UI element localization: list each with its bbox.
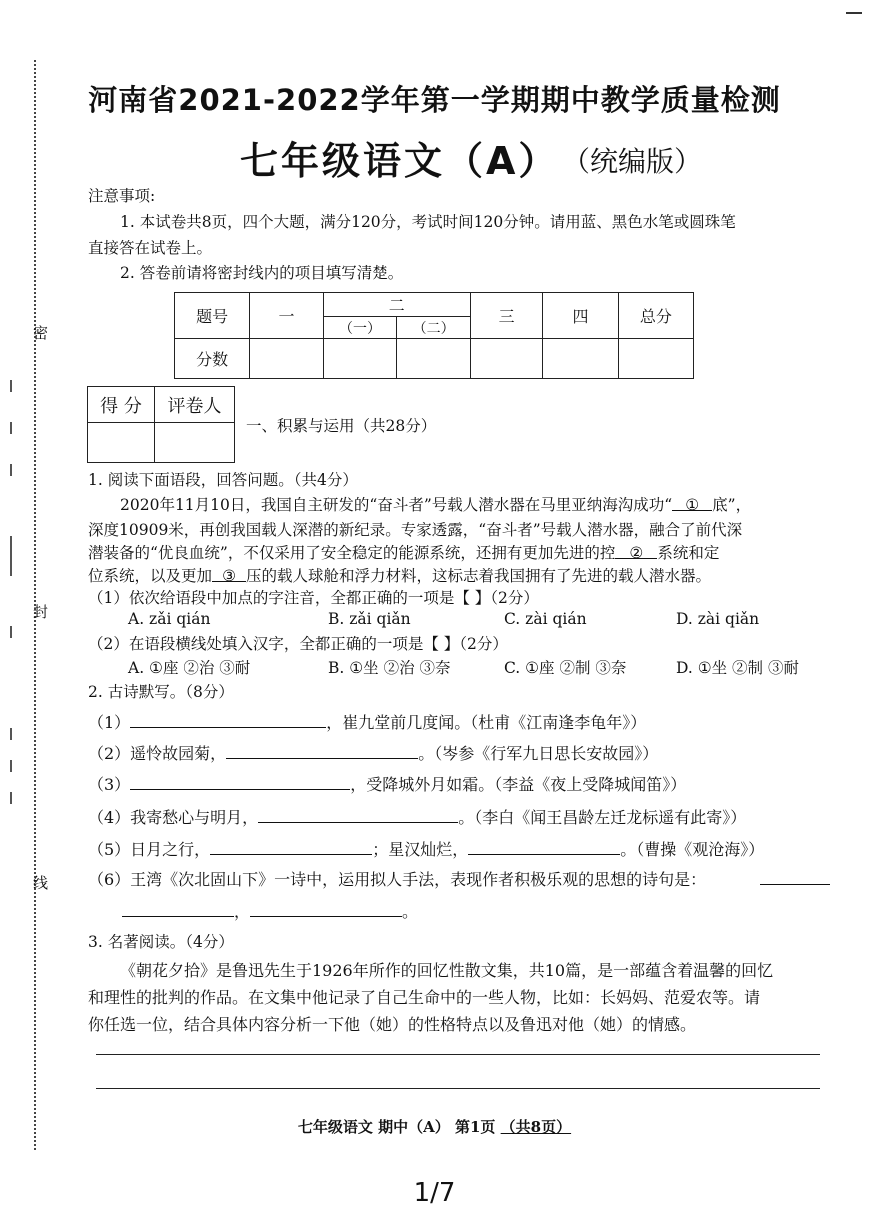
answer-blank[interactable] [130, 775, 350, 790]
grader-score-label: 得 分 [88, 387, 155, 423]
scan-mark [846, 12, 862, 14]
score-cell [250, 339, 323, 379]
q1-blank-1: ① [672, 496, 712, 511]
q2-line6: （6）王湾《次北固山下》一诗中，运用拟人手法，表现作者积极乐观的思想的诗句是： [88, 870, 707, 889]
page-indicator: 1/7 [413, 1178, 456, 1208]
score-cell [323, 339, 397, 379]
margin-bleed-marks [10, 380, 18, 810]
q1-passage-line3: 潜装备的“优良血统”，不仅采用了安全稳定的能源系统，还拥有更加先进的控 ② 系统和定 [88, 544, 720, 562]
score-cell [397, 339, 471, 379]
score-cell [543, 339, 618, 379]
score-table-label-score: 分数 [175, 339, 250, 379]
score-table-col1: 一 [250, 293, 323, 339]
score-table-col2-sub1: （一） [323, 317, 397, 339]
notice-item2: 2. 答卷前请将密封线内的项目填写清楚。 [120, 264, 404, 282]
q1-sub2-question: （2）在语段横线处填入汉字，全都正确的一项是【 】（2分） [88, 635, 508, 653]
answer-blank[interactable] [122, 902, 234, 917]
page-footer: 七年级语文 期中（A） 第1页 （共8页） [297, 1118, 572, 1136]
notice-item1-line2: 直接答在试卷上。 [88, 239, 213, 257]
q1-passage-line2: 深度10909米，再创我国载人深潜的新纪录。专家透露，“奋斗者”号载人潜水器，融合了前代深 [88, 521, 743, 539]
grader-name-label: 评卷人 [155, 387, 235, 423]
q1-sub1-option-b: B. zǎi qiǎn [328, 610, 411, 628]
q2-line1: （1） ，崔九堂前几度闻。（杜甫《江南逢李龟年》） [88, 713, 647, 732]
q3-para-line2: 和理性的批判的作品。在文集中他记录了自己生命中的一些人物，比如：长妈妈、范爱农等。请 [88, 988, 761, 1007]
score-table-col4: 四 [543, 293, 618, 339]
score-table-col2: 二 [323, 293, 470, 317]
q3-para-line3: 你任选一位，结合具体内容分析一下他（她）的性格特点以及鲁迅对他（她）的情感。 [88, 1015, 697, 1034]
notice-item1-line1: 1. 本试卷共8页，四个大题，满分120分，考试时间120分钟。请用蓝、黑色水笔或圆珠笔 [120, 213, 736, 231]
answer-blank[interactable] [250, 902, 402, 917]
q1-title: 1. 阅读下面语段，回答问题。（共4分） [88, 471, 358, 489]
q1-passage-line4: 位系统，以及更加 ③ 压的载人球舱和浮力材料，这标志着我国拥有了先进的载人潜水器。 [88, 567, 712, 585]
q2-line4: （4）我寄愁心与明月， 。（李白《闻王昌龄左迁龙标遥有此寄》） [88, 808, 747, 827]
exam-subtitle: 七年级语文（A） [240, 139, 560, 183]
q1-sub1-option-c: C. zài qián [504, 610, 587, 628]
section1-title: 一、积累与运用（共28分） [246, 417, 437, 435]
edition-label: （统编版） [562, 145, 703, 178]
score-cell [618, 339, 693, 379]
grader-name-cell [155, 423, 235, 463]
score-table-label-question: 题号 [175, 293, 250, 339]
score-cell [470, 339, 542, 379]
q1-sub1-option-a: A. zǎi qián [128, 610, 211, 628]
q1-sub2-option-a: A. ①座 ②治 ③耐 [128, 659, 251, 677]
q1-sub2-option-c: C. ①座 ②制 ③奈 [504, 659, 627, 677]
margin-label-xian: 线 [33, 874, 49, 892]
answer-blank[interactable] [258, 808, 458, 823]
grader-box [87, 386, 235, 463]
grader-score-cell [88, 423, 155, 463]
q1-sub1-option-d: D. zài qiǎn [676, 610, 760, 628]
margin-label-mi: 密 [33, 324, 49, 342]
answer-line[interactable] [96, 1088, 820, 1089]
score-table-col3: 三 [470, 293, 542, 339]
q1-sub2-option-b: B. ①坐 ②治 ③奈 [328, 659, 451, 677]
q2-line5: （5）日月之行， ；星汉灿烂， 。（曹操《观沧海》） [88, 840, 765, 859]
q1-blank-2: ② [615, 544, 657, 559]
exam-title: 河南省2021-2022学年第一学期期中教学质量检测 [88, 83, 781, 117]
q1-passage-line1: 2020年11月10日，我国自主研发的“奋斗者”号载人潜水器在马里亚纳海沟成功“ ① 底”， [120, 496, 752, 514]
margin-label-feng: 封 [33, 603, 49, 621]
q1-blank-3: ③ [212, 567, 246, 582]
score-table [174, 292, 694, 379]
answer-blank[interactable] [760, 884, 830, 885]
score-table-total: 总分 [618, 293, 693, 339]
q3-para-line1: 《朝花夕拾》是鲁迅先生于1926年所作的回忆性散文集，共10篇，是一部蕴含着温馨的回忆 [120, 961, 774, 980]
answer-blank[interactable] [130, 713, 326, 728]
notice-heading: 注意事项: [88, 187, 156, 205]
q2-title: 2. 古诗默写。（8分） [88, 683, 234, 701]
q2-line6-answers: ， 。 [122, 899, 418, 922]
score-table-col2-sub2: （二） [397, 317, 471, 339]
q1-sub2-option-d: D. ①坐 ②制 ③耐 [676, 659, 799, 677]
q1-sub1-question: （1）依次给语段中加点的字注音，全都正确的一项是【 】（2分） [88, 589, 539, 607]
answer-blank[interactable] [210, 840, 372, 855]
q3-title: 3. 名著阅读。（4分） [88, 933, 234, 951]
q2-line2: （2）遥怜故园菊， 。（岑参《行军九日思长安故园》） [88, 744, 659, 763]
answer-blank[interactable] [226, 744, 418, 759]
answer-line[interactable] [96, 1054, 820, 1055]
answer-blank[interactable] [468, 840, 620, 855]
q2-line3: （3） ，受降城外月如霜。（李益《夜上受降城闻笛》） [88, 775, 687, 794]
